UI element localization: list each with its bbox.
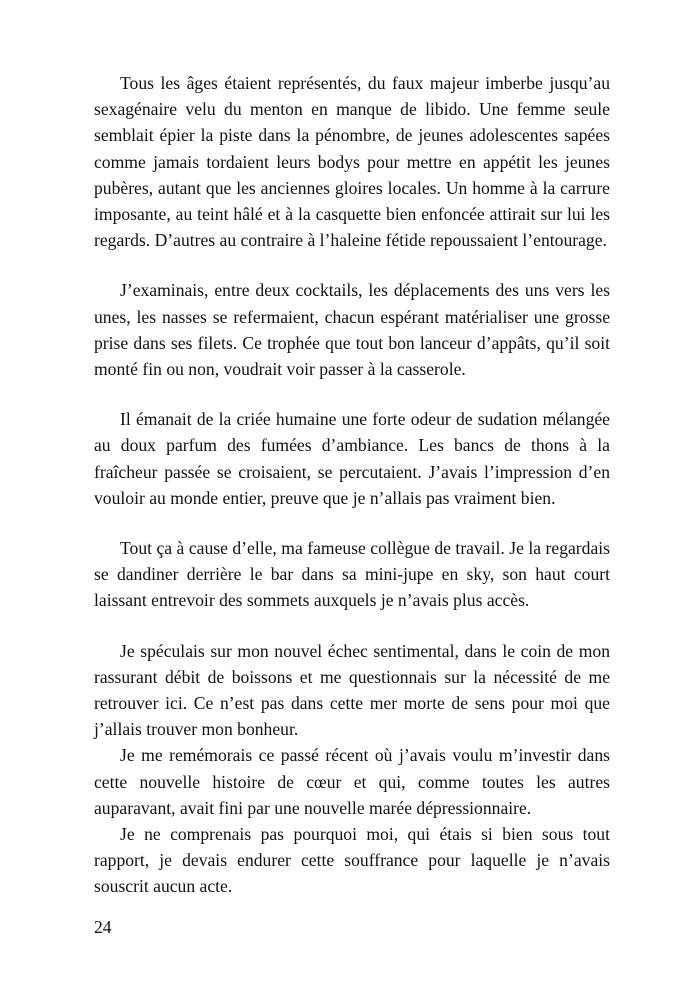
paragraph-7: Je ne comprenais pas pourquoi moi, qui étais si bien sous tout rapport, je devais endurer cette souffrance pour laquelle je n’avais souscrit aucun acte.: [94, 824, 610, 897]
paragraph-3: Il émanait de la criée humaine une forte odeur de sudation mélangée au doux parfum des fumées d’ambiance. Les bancs de thons à la fraîcheur passée se croisaient, se percutaient. J’avais l’impression d’en vouloir au monde entier, preuve que je n’allais pas vraiment bien.: [94, 409, 610, 508]
body-text: [94, 70, 610, 900]
paragraph-1: Tous les âges étaient représentés, du faux majeur imberbe jusqu’au sexagénaire velu du menton en manque de libido. Une femme seule semblait épier la piste dans la pénombre, de jeunes adolescentes sapées comme jamais tordaient leurs bodys pour mettre en appétit les jeunes pubères, autant que les anciennes gloires locales. Un homme à la carrure imposante, au teint hâlé et à la casquette bien enfoncée attirait sur lui les regards. D’autres au contraire à l’haleine fétide repoussaient l’entourage.: [94, 73, 610, 251]
paragraph-2: J’examinais, entre deux cocktails, les déplacements des uns vers les unes, les nasses se refermaient, chacun espérant matérialiser une grosse prise dans ses filets. Ce trophée que tout bon lanceur d’appâts, qu’il soit monté fin ou non, voudrait voir passer à la casserole.: [94, 280, 610, 380]
paragraph-6: Je me remémorais ce passé récent où j’avais voulu m’investir dans cette nouvelle histoire de cœur et qui, comme toutes les autres auparavant, avait fini par une nouvelle marée dépressionnaire.: [94, 745, 610, 818]
page-number: 24: [94, 917, 112, 937]
paragraph-4: Tout ça à cause d’elle, ma fameuse collègue de travail. Je la regardais se dandiner derrière le bar dans sa mini-jupe en sky, son haut court laissant entrevoir des sommets auxquels je n’avais plus accès.: [94, 538, 610, 611]
paragraph-5: Je spéculais sur mon nouvel échec sentimental, dans le coin de mon rassurant débit de boissons et me questionnais sur la nécessité de me retrouver ici. Ce n’est pas dans cette mer morte de sens pour moi que j’allais trouver mon bonheur.: [94, 640, 610, 740]
